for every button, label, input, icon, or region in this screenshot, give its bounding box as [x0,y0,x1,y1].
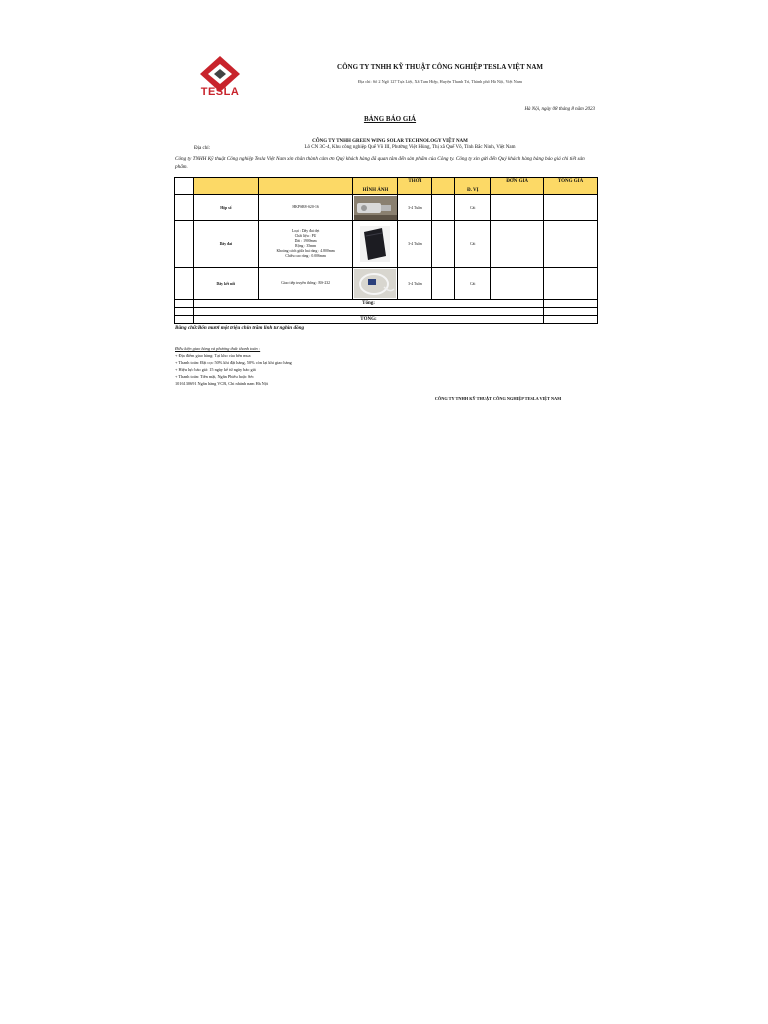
terms-item: + Thanh toán: Đặt cọc 50% khi đặt hàng, 50% còn lại khi giao hàng [175,360,292,365]
signature-company: CÔNG TY TNHH KỸ THUẬT CÔNG NGHIỆP TESLA VIỆT NAM [434,396,562,401]
row-index-cell [175,316,194,324]
intro-paragraph: Công ty TNHH Kỹ thuật Công nghiệp Tesla Việt Nam xin chân thành cảm ơn Quý khách hàng đã quan tâm đến sản phẩm của Công ty. Công ty xin gửi đến Quý khách hàng bảng báo giá chi tiết sản phẩm. [175,156,585,170]
header-cell-name [193,178,258,195]
header-cell-index [175,178,194,195]
quantity-cell [432,221,455,268]
vat-cell [193,308,543,316]
lead-time: 3-4 Tuần [398,221,432,268]
spec-line: Dài : 1900mm [294,239,317,243]
row-index-cell [175,195,194,221]
table-row [175,268,598,300]
terms-item: + Địa điểm giao hàng: Tại kho của bên mua [175,353,251,358]
terms-heading: Điều kiện giao hàng và phương thức thanh toán : [175,346,261,351]
vat-row [175,308,598,316]
unit-price-cell [491,195,544,221]
total-price-cell [544,221,598,268]
quantity-cell [432,195,455,221]
lead-time: 3-4 Tuần [398,195,432,221]
unit-value: Cái [455,268,491,300]
unit-price-cell [491,268,544,300]
amount-in-words: Bằng chữ:Bốn mươi một triệu chín trăm linh tư nghìn đồng [175,325,305,331]
spec-line: Khoảng cách giữa hai răng : 4.800mm [276,249,335,253]
total-price-cell [544,195,598,221]
terms-section [175,345,595,387]
product-spec [258,221,353,268]
product-name: Dây kết nối [193,268,258,300]
table-header-row [175,178,598,195]
gearbox-photo [354,196,397,220]
spec-line: Rộng : 35mm [295,244,317,248]
terms-item: + Hiệu lực báo giá: 15 ngày kể từ ngày báo giá [175,367,256,372]
subtotal-label: Tổng: [193,300,543,308]
product-name: Dây đai [193,221,258,268]
spec-line: Giao tiếp truyền thông : RS-232 [281,281,331,285]
date-line: Hà Nội, ngày 08 tháng 8 năm 2023 [524,107,595,112]
spec-line: Chiều cao răng : 0.006mm [285,254,326,258]
header-cell-time: THỜI [398,178,432,195]
product-name: Hộp số [193,195,258,221]
product-image-cell [353,195,398,221]
grand-total-label: TỔNG: [193,316,543,324]
header-cell-unit-price: ĐƠN GIÁ [491,178,544,195]
unit-value: Cái [455,221,491,268]
header-cell-qty [432,178,455,195]
product-spec [258,195,353,221]
header-cell-image: HÌNH ẢNH [353,178,398,195]
vat-value-cell [544,308,598,316]
client-name: CÔNG TY TNHH GREEN WING SOLAR TECHNOLOGY VIỆT NAM [312,139,468,144]
row-index-cell [175,221,194,268]
quantity-cell [432,268,455,300]
product-image-cell [353,268,398,300]
product-image-cell [353,221,398,268]
subtotal-value-cell [544,300,598,308]
header-cell-unit: Đ. VỊ [455,178,491,195]
row-index-cell [175,300,194,308]
cable-photo [354,269,396,298]
unit-value: Cái [455,195,491,221]
product-spec [258,268,353,300]
quotation-table [174,177,598,324]
client-address-label: Địa chỉ: [194,146,210,151]
spec-line: HKPSR8-S20-16 [292,205,319,209]
table-row [175,195,598,221]
lead-time: 3-4 Tuần [398,268,432,300]
belt-photo [360,226,390,262]
grand-total-value-cell [544,316,598,324]
terms-item: + Thanh toán: Tiền mặt, Ngân Phiếu hoặc Séc [175,374,255,379]
unit-price-cell [491,221,544,268]
header-cell-spec [258,178,353,195]
row-index-cell [175,308,194,316]
client-address: Lô CN 3C-4, Khu công nghiệp Quế Võ III, Phường Việt Hùng, Thị xã Quế Võ, Tỉnh Bắc Ninh, Việt Nam [304,145,516,150]
document-title: BẢNG BÁO GIÁ [363,115,417,123]
company-address: Địa chỉ: Số 2 Ngõ 127 Tựa Liệt, Xã Tam Hiệp, Huyện Thanh Trì, Thành phố Hà Nội, Việt Nam [357,79,523,84]
grand-total-row [175,316,598,324]
logo-text: TESLA [200,86,240,98]
spec-line: Loại : Dây đai dẹt [291,229,320,233]
total-price-cell [544,268,598,300]
company-name: CÔNG TY TNHH KỸ THUẬT CÔNG NGHIỆP TESLA VIỆT NAM [337,63,543,71]
spec-line: Chất liệu : PU [294,234,317,238]
table-row [175,221,598,268]
header-cell-total: TỔNG GIÁ [544,178,598,195]
row-index-cell [175,268,194,300]
terms-item: 1016130691 Ngân hàng VCB, Chi nhánh nam Hà Nội [175,381,269,386]
subtotal-row [175,300,598,308]
